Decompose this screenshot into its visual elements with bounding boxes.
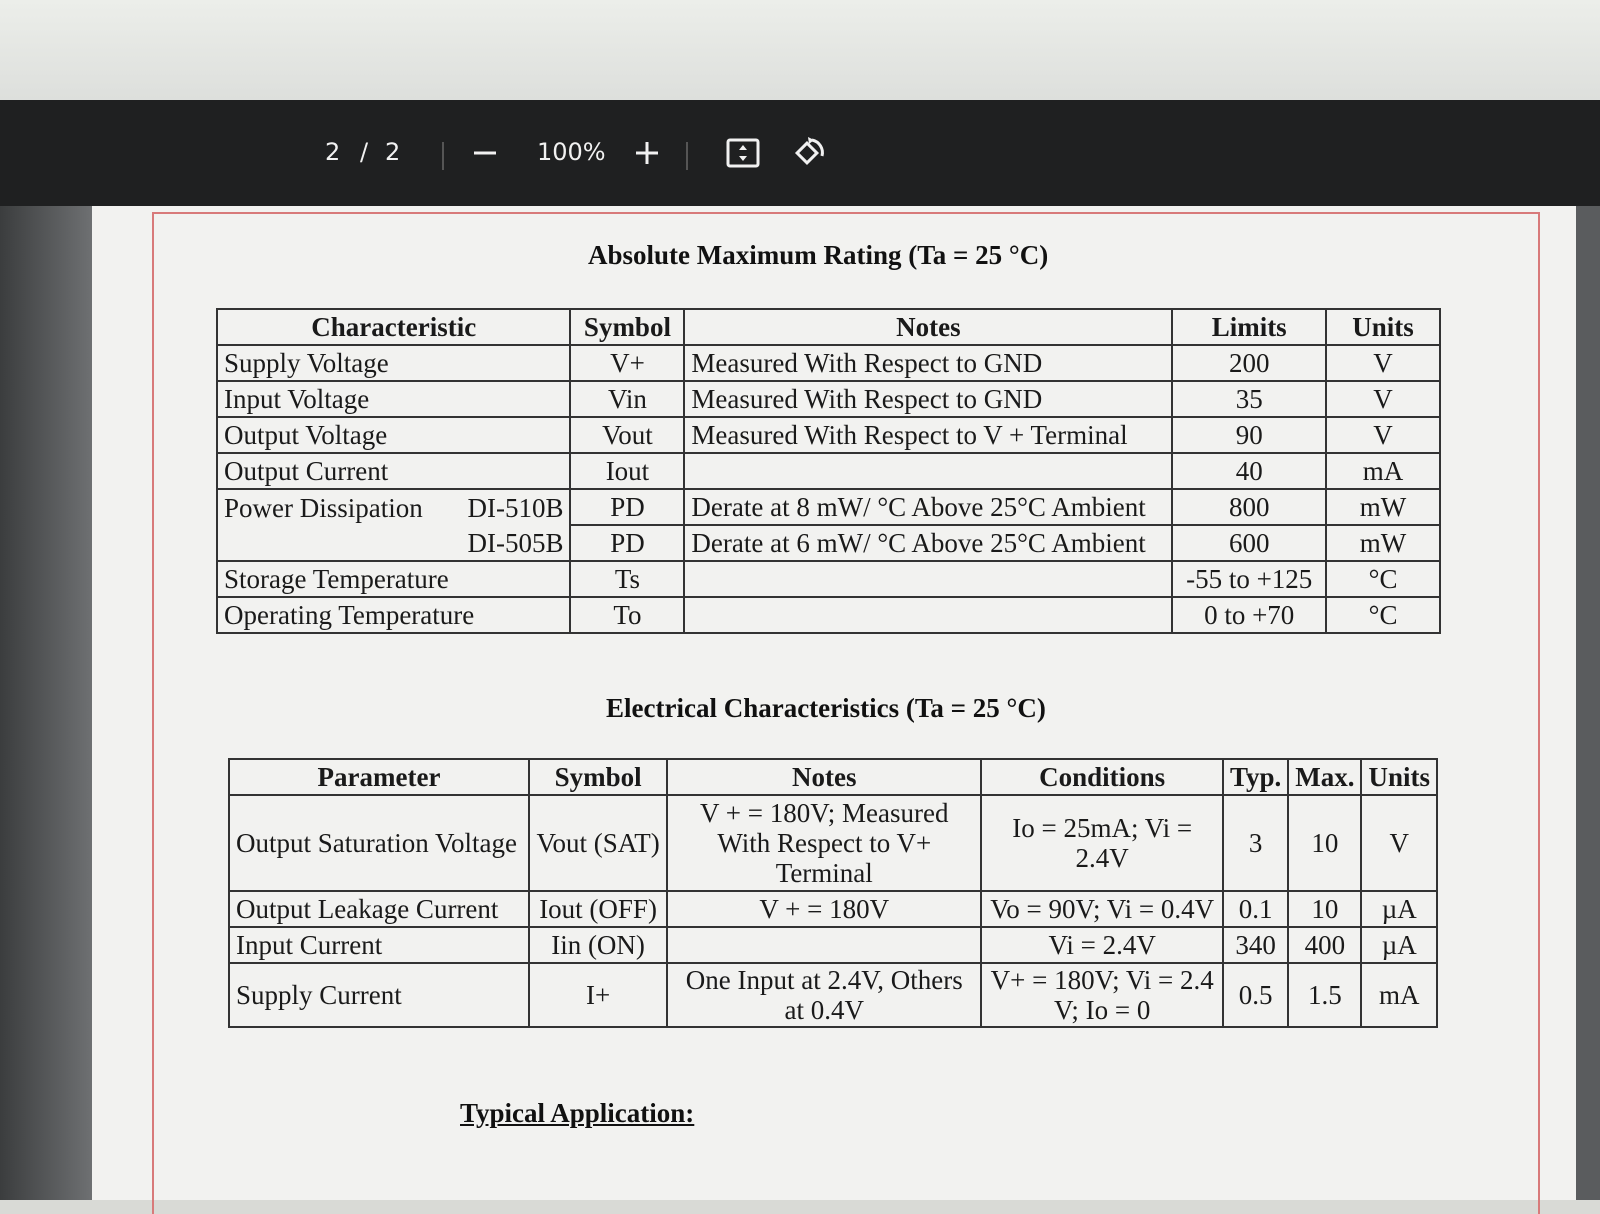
cell-symbol: Iout (OFF) bbox=[529, 891, 667, 927]
cell-characteristic: Storage Temperature bbox=[217, 561, 570, 597]
cell-unit: V bbox=[1326, 417, 1440, 453]
table-row bbox=[229, 795, 1437, 891]
cell-unit: °C bbox=[1326, 597, 1440, 633]
cell-notes bbox=[684, 453, 1172, 489]
table-row bbox=[229, 927, 1437, 963]
cell-notes: One Input at 2.4V, Others at 0.4V bbox=[667, 963, 981, 1027]
cell-symbol: PD bbox=[570, 525, 684, 561]
table-row bbox=[217, 345, 1440, 381]
cell-limit: 35 bbox=[1172, 381, 1326, 417]
header-symbol: Symbol bbox=[529, 759, 667, 795]
cell-max: 1.5 bbox=[1288, 963, 1361, 1027]
cell-unit: V bbox=[1326, 345, 1440, 381]
cell-notes: Measured With Respect to V + Terminal bbox=[684, 417, 1172, 453]
header-typ: Typ. bbox=[1223, 759, 1288, 795]
cell-notes bbox=[684, 561, 1172, 597]
cell-unit: mA bbox=[1326, 453, 1440, 489]
header-max: Max. bbox=[1288, 759, 1361, 795]
cell-notes bbox=[684, 597, 1172, 633]
cell-characteristic: Output Voltage bbox=[217, 417, 570, 453]
table-row bbox=[217, 489, 1440, 525]
header-parameter: Parameter bbox=[229, 759, 529, 795]
cell-parameter: Output Leakage Current bbox=[229, 891, 529, 927]
cell-parameter: Output Saturation Voltage bbox=[229, 795, 529, 891]
cell-parameter: Supply Current bbox=[229, 963, 529, 1027]
table-row bbox=[229, 891, 1437, 927]
cell-unit: mW bbox=[1326, 489, 1440, 525]
header-units: Units bbox=[1361, 759, 1437, 795]
power-dissipation-label: Power Dissipation bbox=[224, 492, 423, 523]
cell-notes: V + = 180V bbox=[667, 891, 981, 927]
fit-page-icon[interactable] bbox=[724, 134, 762, 172]
header-limits: Limits bbox=[1172, 309, 1326, 345]
cell-limit: 0 to +70 bbox=[1172, 597, 1326, 633]
header-units: Units bbox=[1326, 309, 1440, 345]
pdf-toolbar bbox=[0, 100, 1600, 206]
cell-conditions: V+ = 180V; Vi = 2.4 V; Io = 0 bbox=[981, 963, 1223, 1027]
cell-notes: Derate at 8 mW/ °C Above 25°C Ambient bbox=[684, 489, 1172, 525]
header-notes: Notes bbox=[667, 759, 981, 795]
typical-application-heading: Typical Application: bbox=[460, 1098, 695, 1128]
cell-characteristic: Input Voltage bbox=[217, 381, 570, 417]
cell-unit: µA bbox=[1361, 891, 1437, 927]
cell-symbol: Vout bbox=[570, 417, 684, 453]
cell-symbol: V+ bbox=[570, 345, 684, 381]
cell-notes: Measured With Respect to GND bbox=[684, 381, 1172, 417]
header-conditions: Conditions bbox=[981, 759, 1223, 795]
cell-symbol: PD bbox=[570, 489, 684, 525]
rotate-icon[interactable] bbox=[790, 134, 828, 172]
cell-parameter: Input Current bbox=[229, 927, 529, 963]
header-symbol: Symbol bbox=[570, 309, 684, 345]
cell-typ: 3 bbox=[1223, 795, 1288, 891]
header-characteristic: Characteristic bbox=[217, 309, 570, 345]
cell-conditions: Vo = 90V; Vi = 0.4V bbox=[981, 891, 1223, 927]
table-header-row bbox=[217, 309, 1440, 345]
cell-limit: 600 bbox=[1172, 525, 1326, 561]
cell-notes bbox=[667, 927, 981, 963]
table-row bbox=[217, 417, 1440, 453]
model-label: DI-505B bbox=[467, 527, 564, 558]
cell-unit: µA bbox=[1361, 927, 1437, 963]
cell-max: 10 bbox=[1288, 795, 1361, 891]
cell-symbol: Vout (SAT) bbox=[529, 795, 667, 891]
ec-title: Electrical Characteristics (Ta = 25 °C) bbox=[606, 693, 1046, 723]
amr-table bbox=[216, 308, 1441, 634]
monitor-bezel-left bbox=[0, 206, 92, 1200]
cell-typ: 340 bbox=[1223, 927, 1288, 963]
cell-typ: 0.5 bbox=[1223, 963, 1288, 1027]
cell-notes: Derate at 6 mW/ °C Above 25°C Ambient bbox=[684, 525, 1172, 561]
background-wall bbox=[0, 0, 1600, 106]
cell-notes: Measured With Respect to GND bbox=[684, 345, 1172, 381]
cell-conditions: Io = 25mA; Vi = 2.4V bbox=[981, 795, 1223, 891]
cell-typ: 0.1 bbox=[1223, 891, 1288, 927]
table-header-row bbox=[229, 759, 1437, 795]
plus-icon[interactable] bbox=[628, 134, 666, 172]
page-separator: / bbox=[360, 138, 369, 166]
toolbar-divider bbox=[686, 142, 688, 170]
table-row bbox=[217, 597, 1440, 633]
cell-max: 10 bbox=[1288, 891, 1361, 927]
cell-characteristic: Output Current bbox=[217, 453, 570, 489]
table-row bbox=[217, 525, 1440, 561]
cell-symbol: I+ bbox=[529, 963, 667, 1027]
cell-unit: V bbox=[1326, 381, 1440, 417]
cell-unit: V bbox=[1361, 795, 1437, 891]
minus-icon[interactable] bbox=[466, 134, 504, 172]
table-row bbox=[217, 381, 1440, 417]
cell-limit: 800 bbox=[1172, 489, 1326, 525]
table-row bbox=[229, 963, 1437, 1027]
zoom-level[interactable]: 100% bbox=[537, 138, 606, 166]
cell-characteristic: Supply Voltage bbox=[217, 345, 570, 381]
monitor-bezel-right bbox=[1576, 206, 1600, 1200]
cell-symbol: Iout bbox=[570, 453, 684, 489]
cell-characteristic bbox=[217, 525, 570, 561]
cell-characteristic bbox=[217, 489, 570, 525]
toolbar-divider bbox=[442, 142, 444, 170]
cell-limit: -55 to +125 bbox=[1172, 561, 1326, 597]
cell-unit: mA bbox=[1361, 963, 1437, 1027]
cell-max: 400 bbox=[1288, 927, 1361, 963]
cell-symbol: To bbox=[570, 597, 684, 633]
ec-table bbox=[228, 758, 1438, 1028]
page-total: 2 bbox=[385, 138, 401, 166]
cell-conditions: Vi = 2.4V bbox=[981, 927, 1223, 963]
cell-symbol: Ts bbox=[570, 561, 684, 597]
cell-unit: mW bbox=[1326, 525, 1440, 561]
model-label: DI-510B bbox=[467, 492, 564, 523]
cell-symbol: Vin bbox=[570, 381, 684, 417]
cell-unit: °C bbox=[1326, 561, 1440, 597]
cell-symbol: Iin (ON) bbox=[529, 927, 667, 963]
table-row bbox=[217, 561, 1440, 597]
header-notes: Notes bbox=[684, 309, 1172, 345]
cell-characteristic: Operating Temperature bbox=[217, 597, 570, 633]
table-row bbox=[217, 453, 1440, 489]
cell-limit: 40 bbox=[1172, 453, 1326, 489]
cell-notes: V + = 180V; Measured With Respect to V+ Terminal bbox=[667, 795, 981, 891]
page-number-input[interactable]: 2 bbox=[325, 138, 341, 166]
amr-title: Absolute Maximum Rating (Ta = 25 °C) bbox=[588, 240, 1049, 270]
cell-limit: 90 bbox=[1172, 417, 1326, 453]
cell-limit: 200 bbox=[1172, 345, 1326, 381]
